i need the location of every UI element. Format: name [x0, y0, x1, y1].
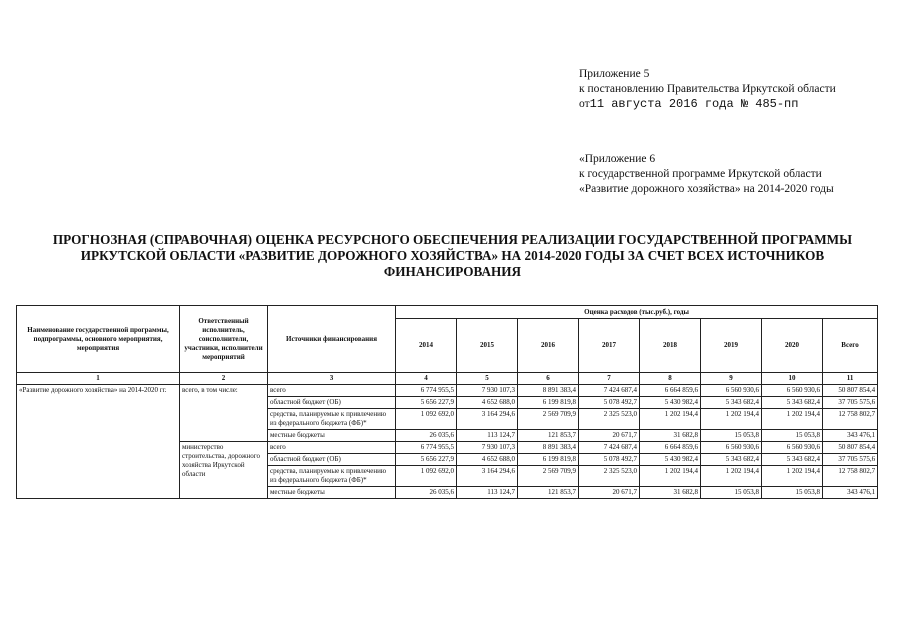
column-index: 11: [823, 373, 878, 385]
value-cell: 3 164 294,6: [457, 409, 518, 430]
value-cell: 7 930 107,3: [457, 385, 518, 397]
header-year: 2015: [457, 319, 518, 373]
value-cell: 15 053,8: [762, 487, 823, 499]
column-index: 9: [701, 373, 762, 385]
value-cell: 2 325 523,0: [579, 409, 640, 430]
header-year: 2020: [762, 319, 823, 373]
value-cell: 5 430 982,4: [640, 454, 701, 466]
value-cell: 7 424 687,4: [579, 442, 640, 454]
value-cell: 8 891 383,4: [518, 442, 579, 454]
value-cell: 8 891 383,4: [518, 385, 579, 397]
value-cell: 5 343 682,4: [762, 397, 823, 409]
value-cell: 121 853,7: [518, 487, 579, 499]
column-index: 10: [762, 373, 823, 385]
value-cell: 3 164 294,6: [457, 466, 518, 487]
value-cell: 6 560 930,6: [762, 442, 823, 454]
value-cell: 113 124,7: [457, 487, 518, 499]
value-cell: 6 774 955,5: [396, 385, 457, 397]
column-index: 6: [518, 373, 579, 385]
value-cell: 5 656 227,9: [396, 454, 457, 466]
column-index: 2: [180, 373, 268, 385]
value-cell: 31 682,8: [640, 430, 701, 442]
value-cell: 7 930 107,3: [457, 442, 518, 454]
value-cell: 5 656 227,9: [396, 397, 457, 409]
value-cell: 2 569 709,9: [518, 409, 579, 430]
header-responsible: Ответственный исполнитель, соисполнители, участники, исполнители мероприятий: [180, 306, 268, 373]
header-year: 2017: [579, 319, 640, 373]
column-index: 3: [268, 373, 396, 385]
total-cell: 50 807 854,4: [823, 442, 878, 454]
value-cell: 5 430 982,4: [640, 397, 701, 409]
total-cell: 37 705 575,6: [823, 397, 878, 409]
appendix-6-block: [579, 152, 834, 197]
value-cell: 15 053,8: [701, 430, 762, 442]
document-title: ПРОГНОЗНАЯ (СПРАВОЧНАЯ) ОЦЕНКА РЕСУРСНОГО ОБЕСПЕЧЕНИЯ РЕАЛИЗАЦИИ ГОСУДАРСТВЕННОЙ ПРОГРАММЫ ИРКУТСКОЙ ОБЛАСТИ «РАЗВИТИЕ ДОРОЖНОГО ХОЗЯЙСТВА» НА 2014-2020 ГОДЫ ЗА СЧЕТ ВСЕХ ИСТОЧНИКОВ ФИНАНСИРОВАНИЯ: [52, 232, 853, 279]
header-sources: Источники финансирования: [268, 306, 396, 373]
value-cell: 1 202 194,4: [762, 409, 823, 430]
value-cell: 5 078 492,7: [579, 454, 640, 466]
value-cell: 6 664 859,6: [640, 442, 701, 454]
value-cell: 20 671,7: [579, 430, 640, 442]
header-total: Всего: [823, 319, 878, 373]
column-index: 8: [640, 373, 701, 385]
value-cell: 26 035,6: [396, 430, 457, 442]
column-index: 7: [579, 373, 640, 385]
total-cell: 343 476,1: [823, 430, 878, 442]
table-header: [17, 306, 878, 373]
value-cell: 6 560 930,6: [701, 442, 762, 454]
table-body: [17, 385, 878, 499]
source-cell: средства, планируемые к привлечению из федерального бюджета (ФБ)*: [268, 409, 396, 430]
value-cell: 6 664 859,6: [640, 385, 701, 397]
header-year: 2014: [396, 319, 457, 373]
value-cell: 6 199 819,8: [518, 454, 579, 466]
source-cell: средства, планируемые к привлечению из федерального бюджета (ФБ)*: [268, 466, 396, 487]
total-cell: 37 705 575,6: [823, 454, 878, 466]
value-cell: 2 569 709,9: [518, 466, 579, 487]
column-index: 4: [396, 373, 457, 385]
value-cell: 26 035,6: [396, 487, 457, 499]
value-cell: 1 092 692,0: [396, 466, 457, 487]
total-cell: 12 758 802,7: [823, 466, 878, 487]
value-cell: 1 202 194,4: [701, 466, 762, 487]
budget-table: [16, 305, 878, 499]
responsible-cell: всего, в том числе:: [180, 385, 268, 442]
value-cell: 6 199 819,8: [518, 397, 579, 409]
value-cell: 7 424 687,4: [579, 385, 640, 397]
header-expenses: Оценка расходов (тыс.руб.), годы: [396, 306, 878, 319]
value-cell: 121 853,7: [518, 430, 579, 442]
table-row: [17, 385, 878, 397]
column-index: 1: [17, 373, 180, 385]
value-cell: 4 652 688,0: [457, 397, 518, 409]
source-cell: областной бюджет (ОБ): [268, 397, 396, 409]
value-cell: 5 343 682,4: [762, 454, 823, 466]
value-cell: 15 053,8: [701, 487, 762, 499]
appendix-5-title: Приложение 5: [579, 68, 650, 80]
value-cell: 5 343 682,4: [701, 397, 762, 409]
total-cell: 12 758 802,7: [823, 409, 878, 430]
value-cell: 1 092 692,0: [396, 409, 457, 430]
source-cell: всего: [268, 442, 396, 454]
appendix-6-title: «Приложение 6: [579, 153, 656, 165]
value-cell: 2 325 523,0: [579, 466, 640, 487]
appendix-5-date-line: [579, 97, 836, 112]
header-year: 2016: [518, 319, 579, 373]
value-cell: 1 202 194,4: [701, 409, 762, 430]
total-cell: 343 476,1: [823, 487, 878, 499]
value-cell: 31 682,8: [640, 487, 701, 499]
header-year: 2018: [640, 319, 701, 373]
value-cell: 6 774 955,5: [396, 442, 457, 454]
program-name-cell: «Развитие дорожного хозяйства» на 2014-2020 гг.: [17, 385, 180, 499]
column-index-row: [17, 373, 878, 385]
value-cell: 113 124,7: [457, 430, 518, 442]
source-cell: областной бюджет (ОБ): [268, 454, 396, 466]
value-cell: 15 053,8: [762, 430, 823, 442]
appendix-5-date: 11 августа 2016 года № 485-пп: [589, 97, 799, 111]
appendix-6-program: к государственной программе Иркутской области: [579, 168, 822, 180]
source-cell: всего: [268, 385, 396, 397]
appendix-6-program-name: «Развитие дорожного хозяйства» на 2014-2020 годы: [579, 183, 834, 195]
value-cell: 4 652 688,0: [457, 454, 518, 466]
value-cell: 1 202 194,4: [762, 466, 823, 487]
value-cell: 6 560 930,6: [701, 385, 762, 397]
appendix-5-from: от: [579, 98, 590, 110]
source-cell: местные бюджеты: [268, 487, 396, 499]
value-cell: 6 560 930,6: [762, 385, 823, 397]
column-index: 5: [457, 373, 518, 385]
value-cell: 5 078 492,7: [579, 397, 640, 409]
value-cell: 5 343 682,4: [701, 454, 762, 466]
header-year: 2019: [701, 319, 762, 373]
responsible-cell: министерство строительства, дорожного хозяйства Иркутской области: [180, 442, 268, 499]
value-cell: 1 202 194,4: [640, 409, 701, 430]
appendix-5-resolution: к постановлению Правительства Иркутской области: [579, 83, 836, 95]
total-cell: 50 807 854,4: [823, 385, 878, 397]
value-cell: 20 671,7: [579, 487, 640, 499]
value-cell: 1 202 194,4: [640, 466, 701, 487]
header-name: Наименование государственной программы, подпрограммы, основного мероприятия, мероприятия: [17, 306, 180, 373]
source-cell: местные бюджеты: [268, 430, 396, 442]
appendix-5-block: [579, 67, 836, 112]
